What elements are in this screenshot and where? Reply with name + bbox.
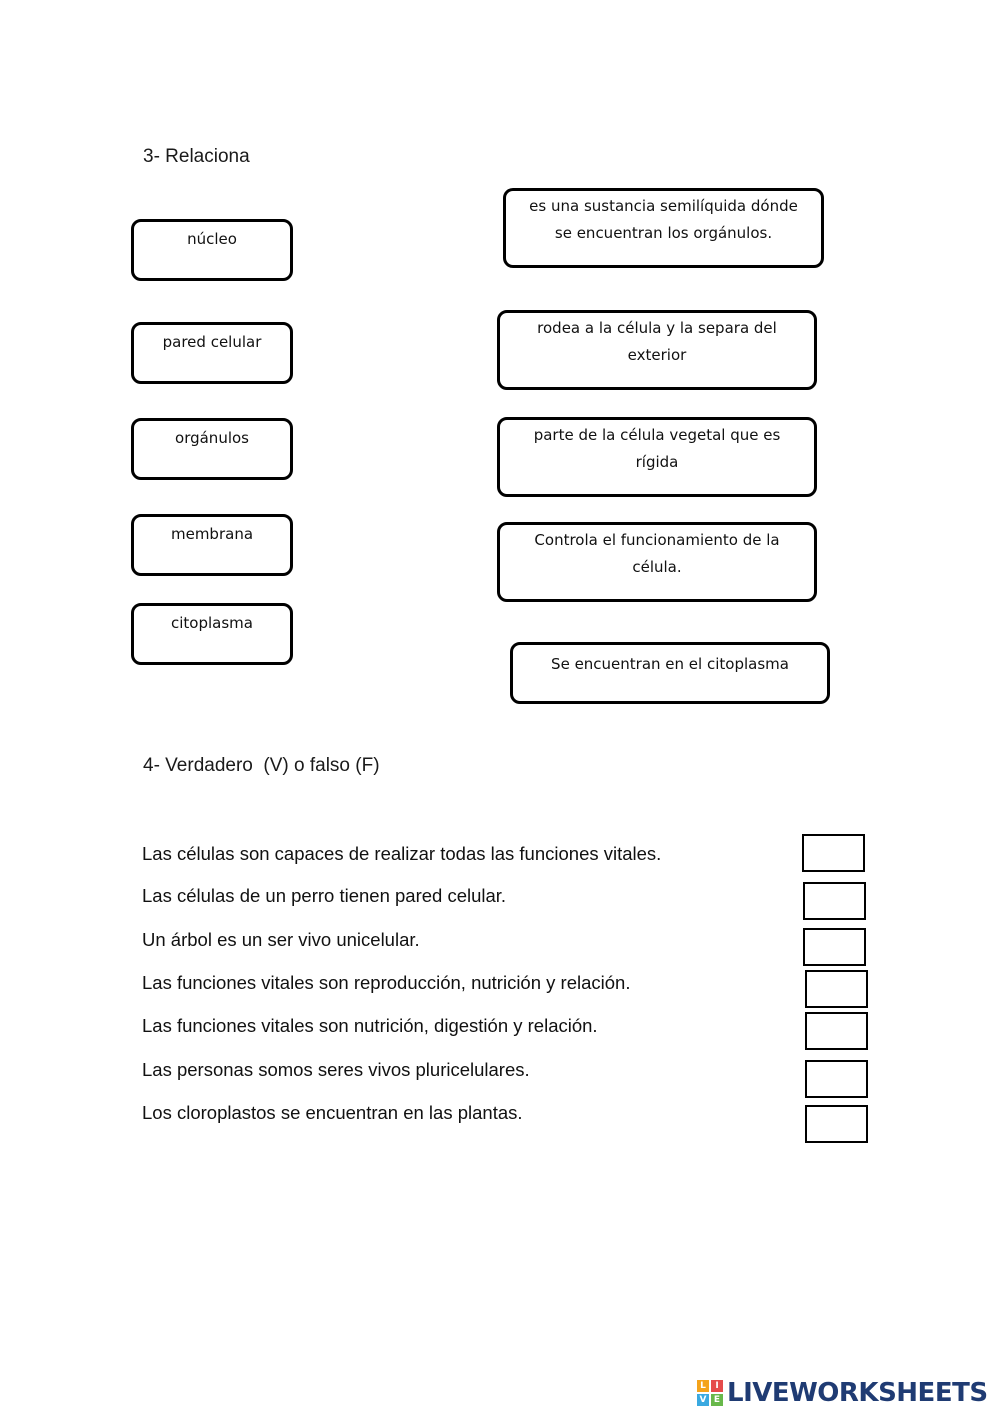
term-label: citoplasma [171, 614, 253, 632]
liveworksheets-logo [697, 1377, 988, 1409]
definition-box-1[interactable] [503, 188, 824, 268]
statement-5: Las funciones vitales son nutrición, digestión y relación. [142, 1015, 598, 1036]
logo-text: LIVEWORKSHEETS [727, 1378, 988, 1408]
answer-box-1[interactable] [802, 834, 865, 872]
term-box-organulos[interactable] [131, 418, 293, 480]
definition-box-3[interactable] [497, 417, 817, 497]
logo-mark-letter: L [697, 1380, 709, 1392]
definition-label: parte de la célula vegetal que es rígida [533, 426, 781, 471]
statement-4: Las funciones vitales son reproducción, nutrición y relación. [142, 972, 631, 993]
section3-title: 3- Relaciona [143, 146, 250, 167]
section4-title: 4- Verdadero (V) o falso (F) [143, 755, 380, 776]
answer-box-3[interactable] [803, 928, 866, 966]
answer-box-6[interactable] [805, 1060, 868, 1098]
definition-box-2[interactable] [497, 310, 817, 390]
term-label: núcleo [187, 230, 237, 248]
statement-7: Los cloroplastos se encuentran en las plantas. [142, 1102, 523, 1123]
statement-6: Las personas somos seres vivos pluricelulares. [142, 1059, 530, 1080]
logo-mark-letter: V [697, 1394, 709, 1406]
definition-label: rodea a la célula y la separa del exterior [537, 319, 777, 364]
term-box-nucleo[interactable] [131, 219, 293, 281]
definition-label: Controla el funcionamiento de la célula. [534, 531, 780, 576]
answer-box-7[interactable] [805, 1105, 868, 1143]
term-box-citoplasma[interactable] [131, 603, 293, 665]
logo-mark-letter: I [711, 1380, 723, 1392]
definition-box-5[interactable] [510, 642, 830, 704]
statement-3: Un árbol es un ser vivo unicelular. [142, 929, 420, 950]
term-box-membrana[interactable] [131, 514, 293, 576]
answer-box-4[interactable] [805, 970, 868, 1008]
logo-mark-letter: E [711, 1394, 723, 1406]
answer-box-5[interactable] [805, 1012, 868, 1050]
term-label: orgánulos [175, 429, 249, 447]
logo-mark-icon [697, 1380, 723, 1406]
term-label: pared celular [162, 333, 262, 351]
term-label: membrana [170, 525, 254, 543]
definition-box-4[interactable] [497, 522, 817, 602]
statement-2: Las células de un perro tienen pared celular. [142, 885, 507, 906]
term-box-pared-celular[interactable] [131, 322, 293, 384]
definition-label: es una sustancia semilíquida dónde se encuentran los orgánulos. [529, 197, 798, 242]
statement-1: Las células son capaces de realizar todas las funciones vitales. [142, 843, 662, 864]
answer-box-2[interactable] [803, 882, 866, 920]
definition-label: Se encuentran en el citoplasma [551, 655, 789, 673]
